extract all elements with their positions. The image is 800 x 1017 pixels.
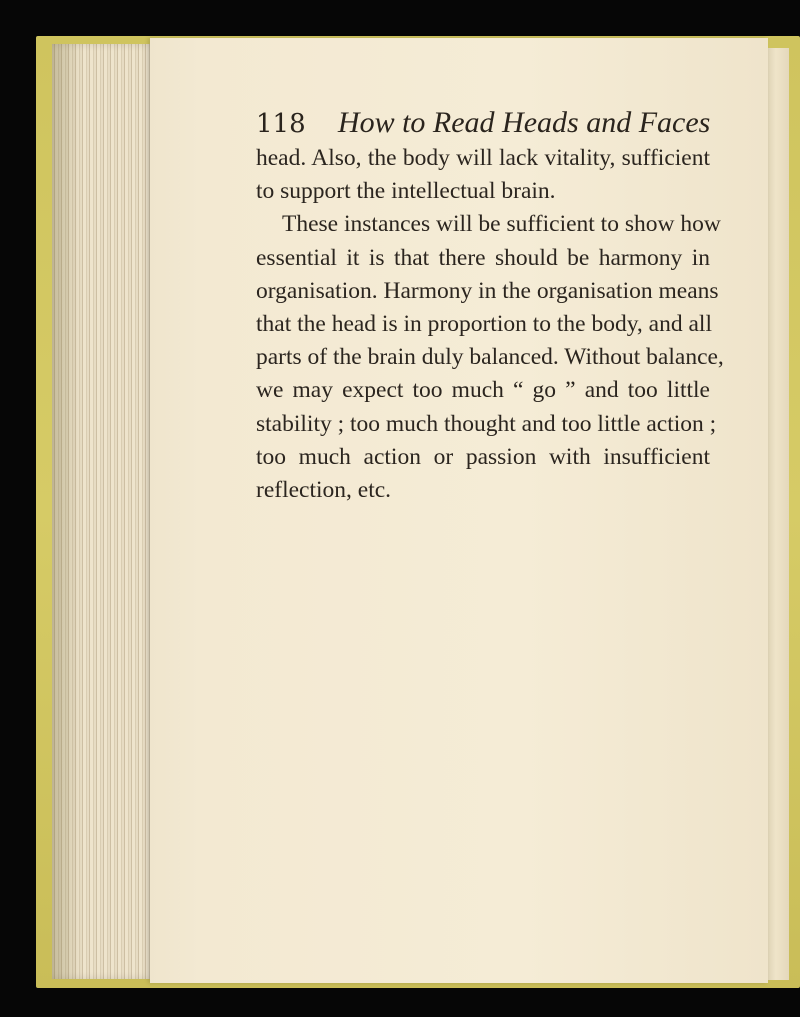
text-line: organisation. Harmony in the organisation means [256,277,719,304]
page-edges-shadow [52,44,82,979]
text-line: to support the intellectual brain. [256,178,556,205]
body-text [256,142,724,507]
text-line: essential it is that there should be harmony in [256,244,710,271]
facing-page-edge [766,48,789,980]
text-line: stability ; too much thought and too little action ; [256,410,717,437]
text-line: we may expect too much “ go ” and too little [256,377,710,404]
text-line: head. Also, the body will lack vitality, sufficient [256,145,710,171]
text-line: too much action or passion with insufficient [256,443,710,470]
text-line: that the head is in proportion to the body, and all [256,311,712,338]
text-line: reflection, etc. [256,477,392,504]
running-head [256,106,710,140]
page-number: 118 [256,109,306,139]
text-line: parts of the brain duly balanced. Without balance, [256,344,724,371]
text-line: These instances will be sufficient to show how [282,211,721,238]
running-title: How to Read Heads and Faces [337,106,711,139]
